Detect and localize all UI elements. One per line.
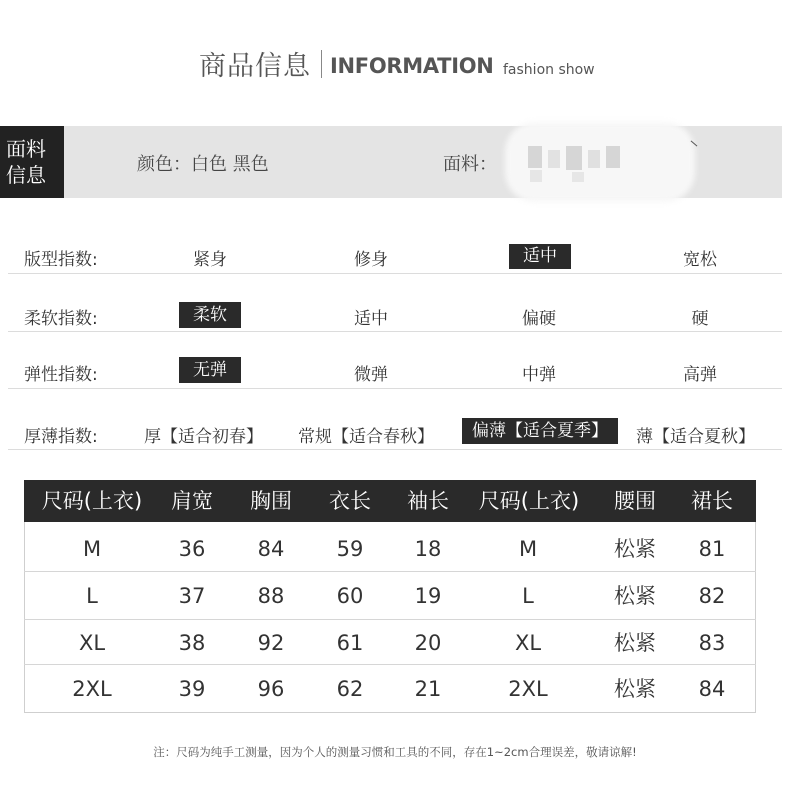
- cell-length: 61: [336, 631, 364, 655]
- cell-waist: 松紧: [614, 677, 656, 701]
- cell-length: 59: [336, 537, 364, 561]
- row-divider: [8, 273, 782, 274]
- thickness-option-thin-selected: 偏薄【适合夏季】: [462, 418, 618, 444]
- cell-shoulder: 37: [178, 584, 206, 608]
- elasticity-option-medium: 中弹: [522, 365, 556, 385]
- cell-skirt-size: 2XL: [508, 677, 548, 701]
- cell-sleeve: 19: [414, 584, 442, 608]
- fit-option-slim: 修身: [354, 250, 388, 270]
- color-text: 颜色：白色 黑色: [137, 154, 269, 175]
- cell-skirt-length: 84: [698, 677, 726, 701]
- cell-sleeve: 21: [414, 677, 442, 701]
- cell-skirt-length: 83: [698, 631, 726, 655]
- cell-chest: 92: [257, 631, 285, 655]
- cell-waist: 松紧: [614, 537, 656, 561]
- header-length: 衣长: [329, 489, 371, 513]
- softness-option-medium: 适中: [354, 309, 388, 329]
- header-subtitle: fashion show: [503, 62, 595, 78]
- fit-index-label: 版型指数:: [24, 250, 98, 270]
- header-sleeve: 袖长: [407, 489, 449, 513]
- elasticity-index-label: 弹性指数:: [24, 365, 98, 385]
- cell-shoulder: 39: [178, 677, 206, 701]
- cell-shoulder: 38: [178, 631, 206, 655]
- header-skirt-length: 裙长: [691, 489, 733, 513]
- header-chest: 胸围: [250, 489, 292, 513]
- elasticity-option-slight: 微弹: [354, 365, 388, 385]
- cell-skirt-size: L: [522, 584, 534, 608]
- cell-chest: 96: [257, 677, 285, 701]
- cell-skirt-size: M: [518, 537, 538, 561]
- cell-skirt-size: XL: [514, 631, 542, 655]
- fit-option-loose: 宽松: [683, 250, 717, 270]
- cell-size: M: [82, 537, 102, 561]
- cell-chest: 84: [257, 537, 285, 561]
- cell-length: 62: [336, 677, 364, 701]
- thickness-option-very-thin: 薄【适合夏秋】: [636, 427, 755, 447]
- cell-waist: 松紧: [614, 631, 656, 655]
- cell-size: XL: [78, 631, 106, 655]
- cell-sleeve: 20: [414, 631, 442, 655]
- cell-waist: 松紧: [614, 584, 656, 608]
- header-shoulder: 肩宽: [171, 489, 213, 513]
- fabric-info-tag-line2: 信息: [6, 163, 46, 187]
- header-waist: 腰围: [614, 489, 656, 513]
- fit-option-regular-selected: 适中: [509, 244, 571, 269]
- header-divider: [321, 50, 322, 78]
- softness-option-hard: 硬: [691, 309, 709, 329]
- header-top-size: 尺码(上衣): [41, 489, 143, 513]
- row-divider: [8, 388, 782, 389]
- cell-skirt-length: 82: [698, 584, 726, 608]
- cell-sleeve: 18: [414, 537, 442, 561]
- fabric-info-tag: [0, 126, 64, 198]
- cell-size: 2XL: [72, 677, 112, 701]
- measurement-note: 注：尺码为纯手工测量，因为个人的测量习惯和工具的不同，存在1~2cm合理误差，敬请谅解!: [153, 745, 637, 759]
- softness-option-stiff: 偏硬: [522, 309, 556, 329]
- cell-shoulder: 36: [178, 537, 206, 561]
- thickness-option-regular: 常规【适合春秋】: [298, 427, 434, 447]
- softness-index-label: 柔软指数:: [24, 309, 98, 329]
- cell-length: 60: [336, 584, 364, 608]
- cell-size: L: [86, 584, 98, 608]
- cell-chest: 88: [257, 584, 285, 608]
- row-divider: [24, 664, 756, 665]
- fabric-info-tag-line1: 面料: [6, 137, 46, 161]
- cell-skirt-length: 81: [698, 537, 726, 561]
- fit-option-tight: 紧身: [193, 250, 227, 270]
- row-divider: [24, 571, 756, 572]
- row-divider: [8, 331, 782, 332]
- softness-option-soft-selected: 柔软: [179, 302, 241, 328]
- header-title-en: INFORMATION: [330, 54, 494, 78]
- row-divider: [8, 449, 782, 450]
- header-skirt-size: 尺码(上衣): [478, 489, 580, 513]
- fabric-label: 面料：: [443, 154, 497, 175]
- elasticity-option-high: 高弹: [683, 365, 717, 385]
- thickness-index-label: 厚薄指数:: [24, 427, 98, 447]
- header-title-cn: 商品信息: [199, 51, 311, 82]
- thickness-option-thick: 厚【适合初春】: [144, 427, 263, 447]
- elasticity-option-none-selected: 无弹: [179, 357, 241, 383]
